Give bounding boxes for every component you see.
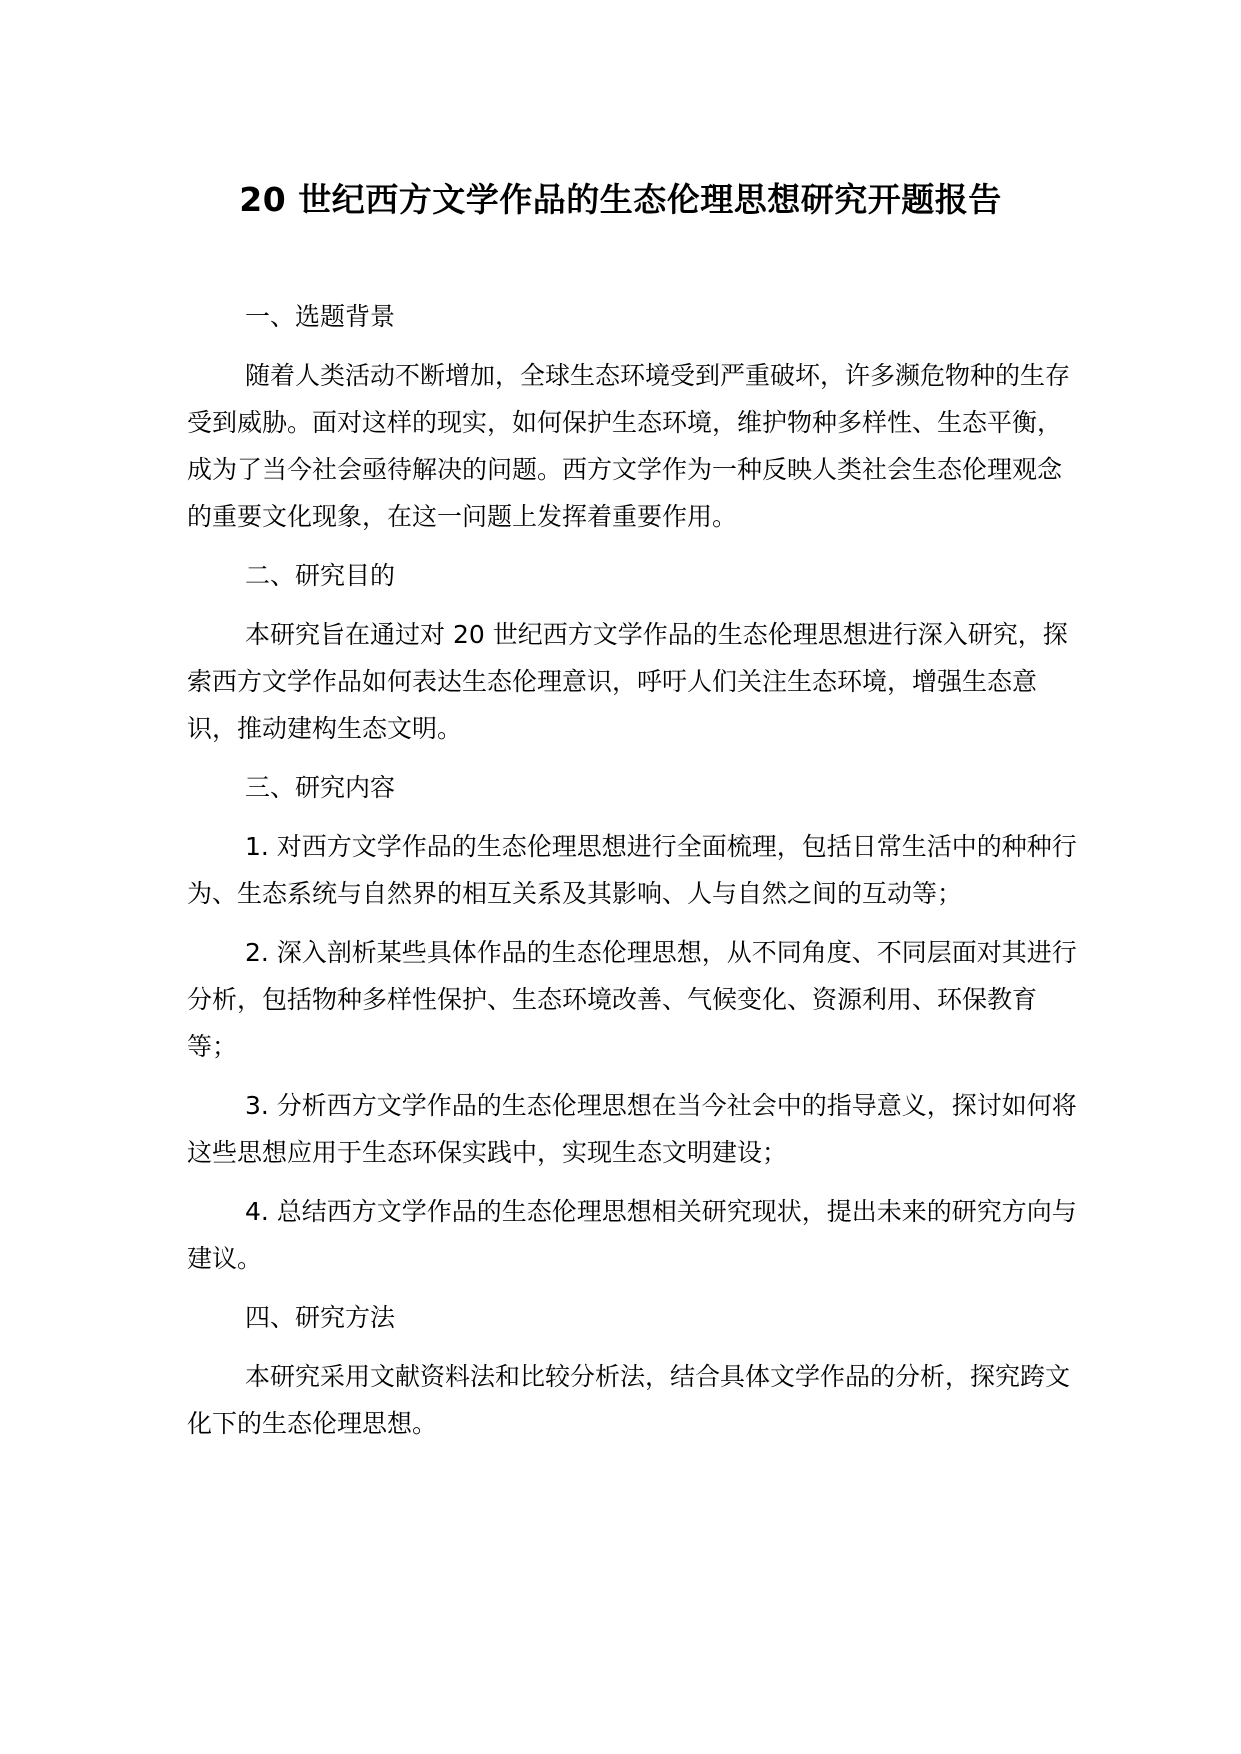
content-item-4: 4. 总结西方文学作品的生态伦理思想相关研究现状，提出未来的研究方向与建议。	[187, 1197, 1077, 1273]
paragraph-method: 本研究采用文献资料法和比较分析法，结合具体文学作品的分析，探究跨文化下的生态伦理思想。	[187, 1362, 1071, 1438]
section-heading-content: 三、研究内容	[245, 773, 396, 802]
section-heading-method: 四、研究方法	[245, 1303, 396, 1332]
document-title: 20 世纪西方文学作品的生态伦理思想研究开题报告	[239, 180, 1002, 219]
document-body	[187, 293, 1077, 1459]
paragraph-background: 随着人类活动不断增加，全球生态环境受到严重破坏，许多濒危物种的生存受到威胁。面对这样的现实，如何保护生态环境，维护物种多样性、生态平衡，成为了当今社会亟待解决的问题。西方文学作为一种反映人类社会生态伦理观念的重要文化现象，在这一问题上发挥着重要作用。	[187, 361, 1071, 531]
section-heading-purpose: 二、研究目的	[245, 561, 396, 590]
content-item-1: 1. 对西方文学作品的生态伦理思想进行全面梳理，包括日常生活中的种种行为、生态系统与自然界的相互关系及其影响、人与自然之间的互动等；	[187, 832, 1077, 908]
paragraph-purpose: 本研究旨在通过对 20 世纪西方文学作品的生态伦理思想进行深入研究，探索西方文学作品如何表达生态伦理意识，呼吁人们关注生态环境，增强生态意识，推动建构生态文明。	[187, 620, 1068, 743]
content-item-3: 3. 分析西方文学作品的生态伦理思想在当今社会中的指导意义，探讨如何将这些思想应用于生态环保实践中，实现生态文明建设；	[187, 1091, 1077, 1167]
content-item-2: 2. 深入剖析某些具体作品的生态伦理思想，从不同角度、不同层面对其进行分析，包括物种多样性保护、生态环境改善、气候变化、资源利用、环保教育等；	[187, 938, 1077, 1061]
section-heading-background: 一、选题背景	[245, 302, 396, 331]
